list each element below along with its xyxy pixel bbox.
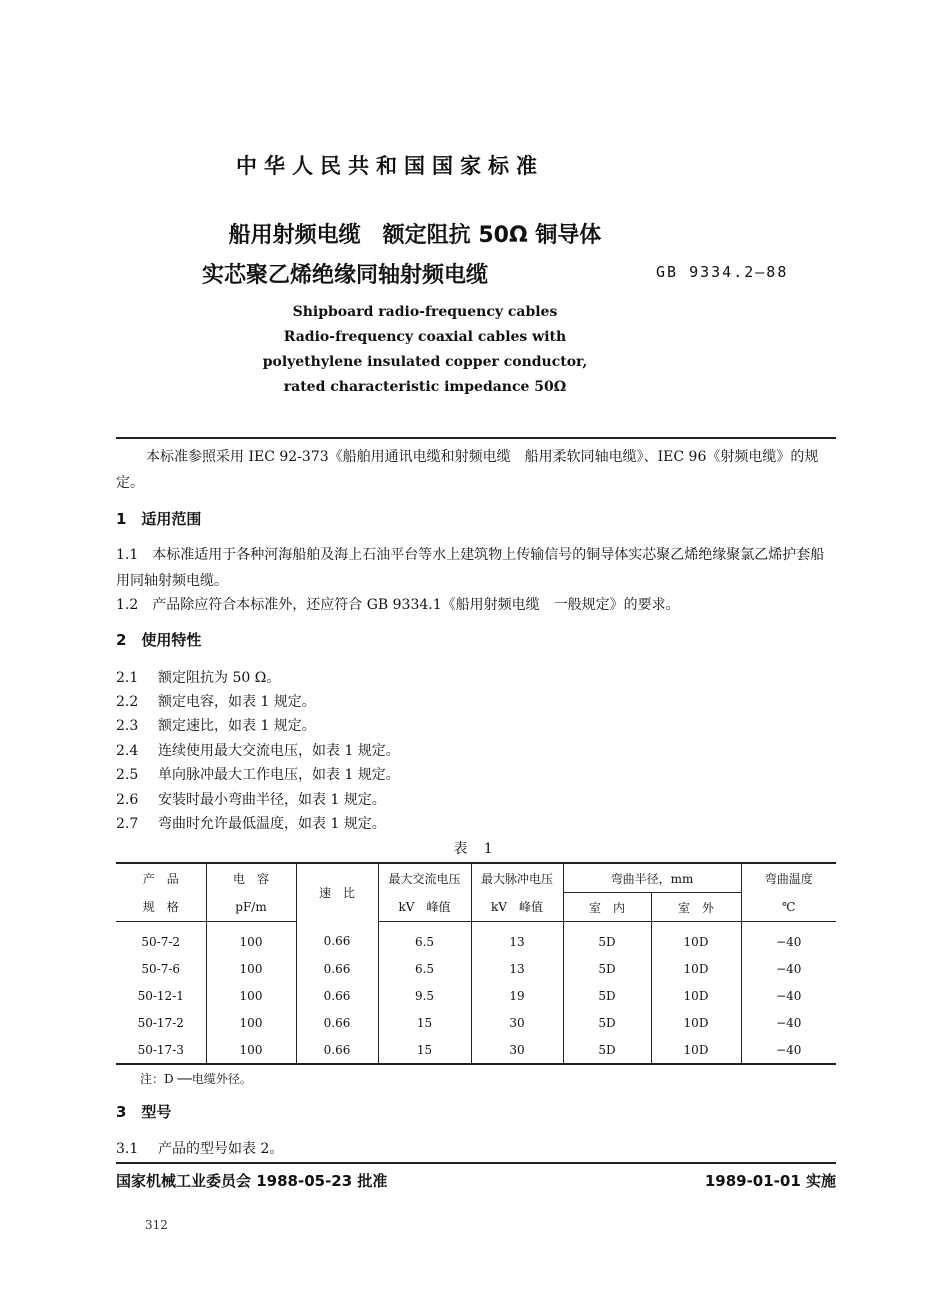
clause-2-1 — [116, 667, 280, 687]
clause-2-5 — [116, 764, 400, 784]
cell-capacitance: 100 — [206, 922, 296, 956]
cell-spec: 50-17-2 — [116, 1009, 206, 1036]
english-title-line3: polyethylene insulated copper conductor, — [262, 354, 588, 370]
approval-line: 国家机械工业委员会 1988-05-23 批准 — [116, 1172, 388, 1190]
clause-number: 2.1 — [116, 670, 139, 686]
section-1-heading: 1 适用范围 — [116, 510, 202, 528]
header-ac-voltage-line1: 最大交流电压 — [388, 871, 461, 886]
clause-2-4 — [116, 740, 400, 760]
cell-spec: 50-7-6 — [116, 955, 206, 982]
header-spec — [116, 863, 206, 893]
header-bend-temp-unit — [741, 893, 836, 922]
cell-speed-ratio: 0.66 — [296, 955, 378, 982]
header-indoor — [563, 893, 651, 922]
header-capacitance-line1: 电 容 — [232, 871, 269, 886]
header-title: 中华人民共和国国家标准 — [236, 154, 544, 178]
header-pulse-voltage-unit — [471, 893, 563, 922]
header-bend-temp-line2: ℃ — [782, 899, 796, 914]
clause-text: 弯曲时允许最低温度，如表 1 规定。 — [158, 816, 386, 832]
cell-indoor: 5D — [563, 1009, 651, 1036]
clause-text: 额定电容，如表 1 规定。 — [158, 694, 316, 710]
header-bend-radius — [563, 863, 741, 893]
cell-pulse-voltage: 13 — [471, 922, 563, 956]
clause-text: 产品的型号如表 2。 — [158, 1141, 284, 1157]
english-title-line2: Radio-frequency coaxial cables with — [283, 329, 567, 345]
header-spec-unit — [116, 893, 206, 922]
cell-speed-ratio: 0.66 — [296, 1009, 378, 1036]
table-row — [116, 955, 836, 982]
english-title-line1: Shipboard radio-frequency cables — [292, 304, 558, 320]
bottom-rule — [116, 1162, 836, 1164]
header-pulse-voltage-line1: 最大脉冲电压 — [480, 871, 553, 886]
header-ac-voltage-unit — [378, 893, 471, 922]
clause-number: 1.2 — [116, 597, 139, 613]
header-ac-voltage — [378, 863, 471, 893]
cell-speed-ratio: 0.66 — [296, 1036, 378, 1064]
clause-1-1 — [116, 542, 836, 594]
clause-3-1 — [116, 1138, 283, 1158]
standard-number: GB 9334.2—88 — [656, 263, 789, 281]
spec-table — [116, 862, 836, 1065]
clause-number: 1.1 — [116, 547, 139, 563]
cell-outdoor: 10D — [651, 955, 741, 982]
header-capacitance — [206, 863, 296, 893]
clause-number: 2.2 — [116, 694, 139, 710]
cell-speed-ratio: 0.66 — [296, 922, 378, 956]
cell-capacitance: 100 — [206, 1036, 296, 1064]
clause-text: 本标准适用于各种河海船舶及海上石油平台等水上建筑物上传输信号的铜导体实芯聚乙烯绝缘聚氯乙烯护套船用同轴射频电缆。 — [116, 547, 825, 589]
header-pulse-voltage-line2: kV 峰值 — [491, 900, 543, 915]
header-outdoor-label: 室 外 — [677, 900, 714, 915]
section-3-heading: 3 型号 — [116, 1103, 172, 1121]
header-indoor-label: 室 内 — [588, 900, 625, 915]
cell-ac-voltage: 9.5 — [378, 982, 471, 1009]
cell-pulse-voltage: 30 — [471, 1036, 563, 1064]
clause-text: 额定阻抗为 50 Ω。 — [158, 670, 281, 686]
clause-number: 3.1 — [116, 1141, 139, 1157]
header-speed-ratio — [296, 863, 378, 922]
cell-capacitance: 100 — [206, 955, 296, 982]
clause-2-7 — [116, 813, 386, 833]
cell-capacitance: 100 — [206, 1009, 296, 1036]
cell-spec: 50-17-3 — [116, 1036, 206, 1064]
top-rule — [116, 437, 836, 439]
table-row — [116, 1036, 836, 1064]
clause-1-2 — [116, 592, 836, 618]
header-ac-voltage-line2: kV 峰值 — [398, 900, 451, 915]
header-speed-ratio-label: 速 比 — [318, 886, 355, 901]
clause-text: 连续使用最大交流电压，如表 1 规定。 — [158, 743, 400, 759]
table-note: 注：D ──电缆外径。 — [140, 1072, 252, 1086]
standard-title-line1: 船用射频电缆 额定阻抗 50Ω 铜导体 — [228, 223, 602, 248]
header-spec-line2: 规 格 — [142, 900, 179, 915]
table-row — [116, 1009, 836, 1036]
cell-bend-temp: −40 — [776, 934, 802, 949]
cell-ac-voltage: 15 — [378, 1036, 471, 1064]
table-row — [116, 922, 836, 956]
cell-indoor: 5D — [563, 1036, 651, 1064]
clause-text: 额定速比，如表 1 规定。 — [158, 718, 316, 734]
clause-number: 2.7 — [116, 816, 139, 832]
cell-bend-temp: −40 — [776, 961, 802, 976]
cell-outdoor: 10D — [651, 922, 741, 956]
header-bend-radius-label: 弯曲半径，mm — [610, 871, 694, 886]
section-2-heading: 2 使用特性 — [116, 631, 202, 649]
cell-spec: 50-12-1 — [116, 982, 206, 1009]
table-caption: 表 1 — [453, 841, 499, 857]
cell-pulse-voltage: 13 — [471, 955, 563, 982]
english-title-line4: rated characteristic impedance 50Ω — [283, 379, 567, 395]
cell-speed-ratio: 0.66 — [296, 982, 378, 1009]
clause-number: 2.6 — [116, 792, 139, 808]
clause-number: 2.3 — [116, 718, 139, 734]
cell-capacitance: 100 — [206, 982, 296, 1009]
cell-bend-temp: −40 — [741, 1036, 836, 1064]
effective-date: 1989-01-01 实施 — [704, 1172, 836, 1190]
clause-2-6 — [116, 789, 386, 809]
header-spec-line1: 产 品 — [142, 871, 179, 886]
page-number: 312 — [145, 1218, 168, 1232]
cell-outdoor: 10D — [651, 1036, 741, 1064]
standard-title-line2: 实芯聚乙烯绝缘同轴射频电缆 — [201, 263, 488, 288]
cell-outdoor: 10D — [651, 1009, 741, 1036]
cell-indoor: 5D — [563, 922, 651, 956]
header-bend-temp — [741, 863, 836, 893]
header-outdoor — [651, 893, 741, 922]
cell-bend-temp: −40 — [776, 988, 802, 1003]
cell-ac-voltage: 6.5 — [378, 955, 471, 982]
cell-ac-voltage: 6.5 — [378, 922, 471, 956]
clause-text: 单向脉冲最大工作电压，如表 1 规定。 — [158, 767, 400, 783]
clause-text: 产品除应符合本标准外，还应符合 GB 9334.1《船用射频电缆 一般规定》的要求。 — [152, 597, 680, 613]
clause-text: 安装时最小弯曲半径，如表 1 规定。 — [158, 792, 386, 808]
cell-indoor: 5D — [563, 982, 651, 1009]
header-bend-temp-line1: 弯曲温度 — [764, 871, 813, 886]
clause-2-2 — [116, 691, 316, 711]
cell-bend-temp: −40 — [776, 1015, 802, 1030]
cell-pulse-voltage: 19 — [471, 982, 563, 1009]
intro-paragraph: 本标准参照采用 IEC 92-373《船舶用通讯电缆和射频电缆 船用柔软同轴电缆》、IEC 96《射频电缆》的规定。 — [116, 449, 819, 491]
clause-number: 2.4 — [116, 743, 139, 759]
cell-pulse-voltage: 30 — [471, 1009, 563, 1036]
cell-outdoor: 10D — [651, 982, 741, 1009]
table-row — [116, 982, 836, 1009]
header-capacitance-unit — [206, 893, 296, 922]
header-pulse-voltage — [471, 863, 563, 893]
header-capacitance-line2: pF/m — [235, 899, 267, 914]
clause-number: 2.5 — [116, 767, 139, 783]
clause-2-3 — [116, 715, 316, 735]
cell-spec: 50-7-2 — [116, 922, 206, 956]
cell-indoor: 5D — [563, 955, 651, 982]
cell-ac-voltage: 15 — [378, 1009, 471, 1036]
